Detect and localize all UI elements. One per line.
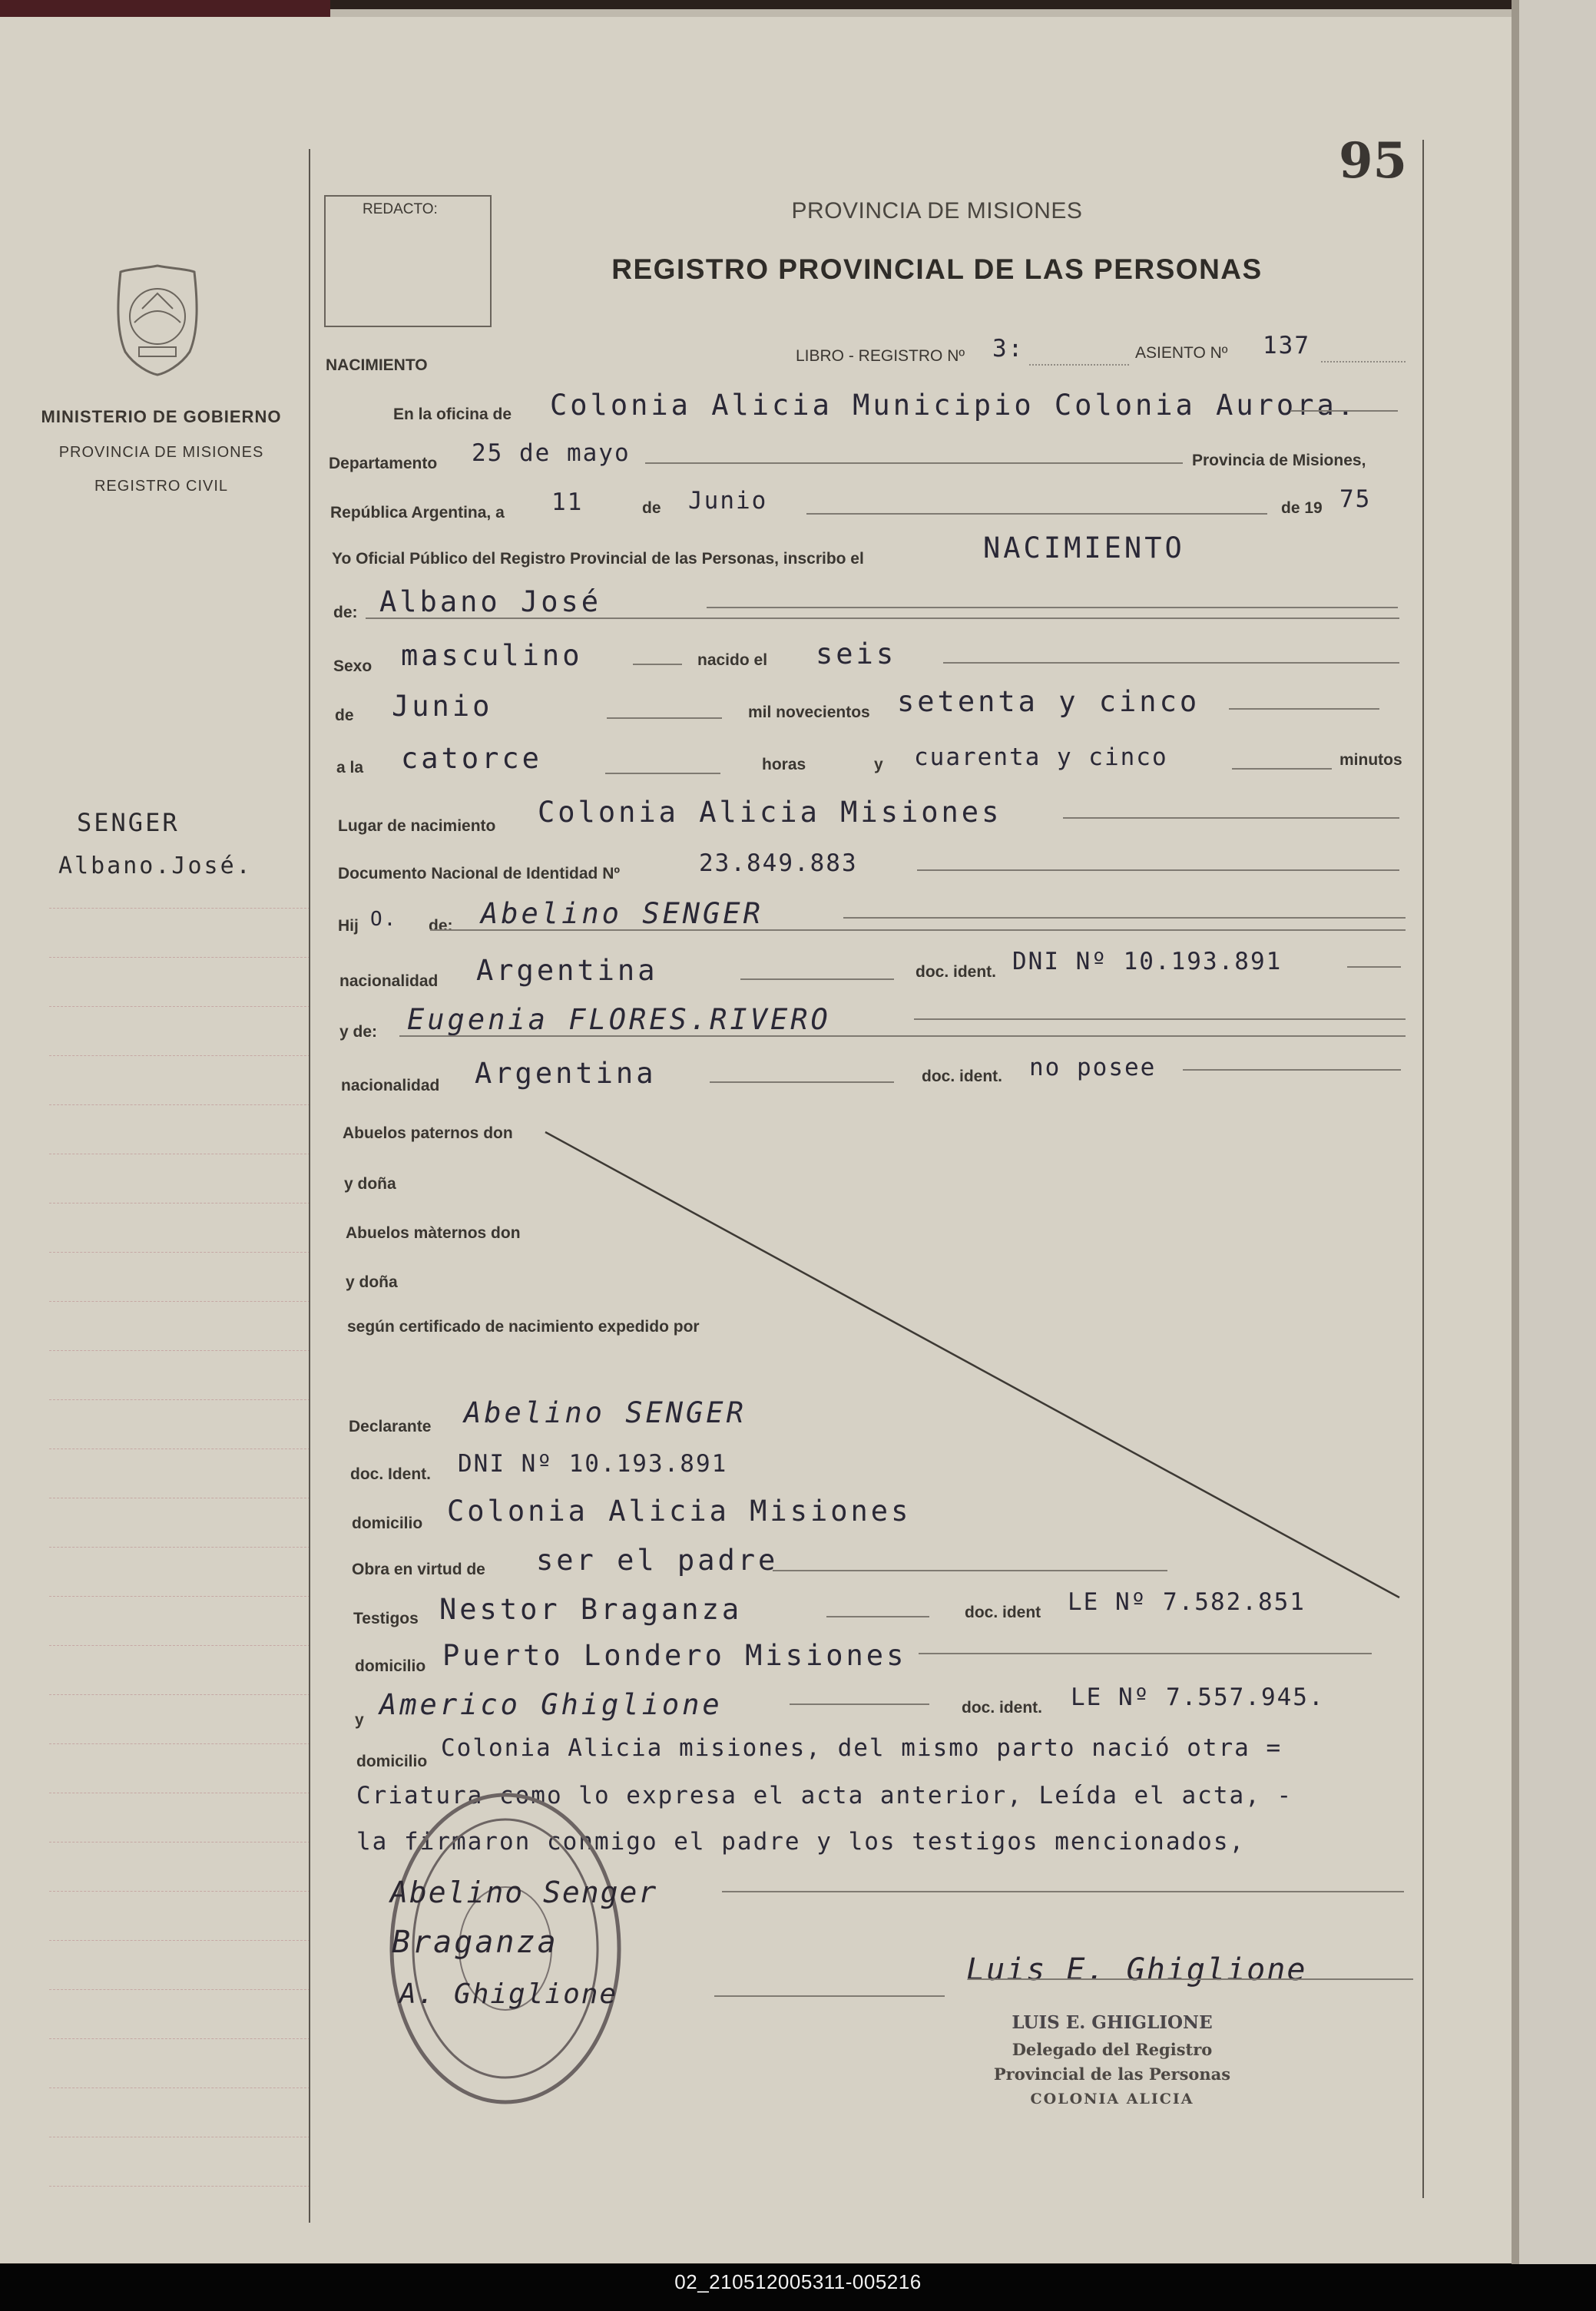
- hijo-suffix: O.: [370, 908, 398, 931]
- inscribo-value: NACIMIENTO: [983, 531, 1185, 565]
- provincia-label: Provincia de Misiones,: [1192, 452, 1366, 469]
- nacionalidad-madre-value: Argentina: [475, 1057, 657, 1090]
- mil-label: mil novecientos: [748, 704, 870, 721]
- dni-label: Documento Nacional de Identidad Nº: [338, 865, 621, 882]
- madre-label: y de:: [339, 1023, 378, 1041]
- domicilio1-label: domicilio: [355, 1657, 426, 1675]
- y2-label: y: [355, 1711, 364, 1729]
- minutos-value: cuarenta y cinco: [914, 743, 1168, 771]
- nota-line2: Criatura como lo expresa el acta anterior, Leída el acta, -: [356, 1782, 1293, 1809]
- margin-given-names: Albano.José.: [58, 853, 253, 879]
- testigos-label: Testigos: [353, 1610, 419, 1627]
- ministry-title: MINISTERIO DE GOBIERNO: [41, 407, 282, 426]
- domicilio1-value: Puerto Londero Misiones: [442, 1639, 907, 1672]
- abuela-materna-label: y doña: [346, 1273, 398, 1291]
- inscribo-label: Yo Oficial Público del Registro Provincial de las Personas, inscribo el: [332, 550, 864, 568]
- libro-label: LIBRO - REGISTRO Nº: [796, 347, 965, 365]
- sexo-value: masculino: [401, 639, 583, 672]
- official-name: LUIS E. GHIGLIONE: [1012, 2012, 1213, 2033]
- nombre-label: de:: [333, 604, 358, 621]
- nacionalidad-padre-label: nacionalidad: [339, 972, 439, 990]
- republica-label: República Argentina, a: [330, 504, 505, 521]
- year-suffix: 75: [1339, 485, 1372, 513]
- declarante-value: Abelino SENGER: [464, 1396, 747, 1429]
- padre-label: de:: [429, 917, 453, 935]
- abuelos-paternos-label: Abuelos paternos don: [343, 1124, 513, 1142]
- nacionalidad-madre-label: nacionalidad: [341, 1077, 440, 1094]
- departamento-label: Departamento: [329, 455, 438, 472]
- doc-declarante-label: doc. Ident.: [350, 1465, 431, 1483]
- testigo1-value: Nestor Braganza: [439, 1593, 743, 1626]
- record-type-label: NACIMIENTO: [326, 356, 428, 374]
- doc-madre-label: doc. ident.: [922, 1068, 1002, 1085]
- mes-value: Junio: [688, 487, 768, 515]
- province-heading: PROVINCIA DE MISIONES: [791, 198, 1083, 223]
- de2-label: de: [335, 707, 354, 724]
- signature-testigo2: A. Ghiglione: [399, 1978, 618, 2010]
- asiento-label: ASIENTO Nº: [1135, 344, 1228, 362]
- testigo1-doc-value: LE Nº 7.582.851: [1068, 1588, 1306, 1616]
- horas-label: horas: [762, 756, 806, 773]
- ministry-province: PROVINCIA DE MISIONES: [58, 444, 264, 461]
- ala-label: a la: [336, 759, 364, 776]
- official-title-2: Provincial de las Personas: [993, 2064, 1231, 2084]
- domicilio2-value: Colonia Alicia misiones, del mismo parto nació otra =: [441, 1734, 1283, 1762]
- hora-value: catorce: [401, 742, 542, 775]
- dia-value: 11: [551, 488, 584, 516]
- testigo2-doc-label: doc. ident.: [962, 1699, 1042, 1717]
- domicilio2-label: domicilio: [356, 1753, 428, 1770]
- oficina-value: Colonia Alicia Municipio Colonia Aurora.: [550, 389, 1358, 422]
- mes2-value: Junio: [392, 690, 493, 723]
- ministry-office: REGISTRO CIVIL: [94, 478, 229, 495]
- anio-value: setenta y cinco: [897, 685, 1200, 718]
- declarante-label: Declarante: [349, 1418, 432, 1435]
- minutos-label: minutos: [1339, 751, 1402, 769]
- image-id: 02_210512005311-005216: [674, 2270, 922, 2293]
- abuelos-maternos-label: Abuelos màternos don: [346, 1224, 521, 1242]
- dni-value: 23.849.883: [699, 849, 858, 877]
- image-footer: [0, 2264, 1596, 2311]
- obra-label: Obra en virtud de: [352, 1561, 485, 1578]
- hijo-label: Hij: [338, 917, 359, 935]
- asiento-value: 137: [1263, 332, 1310, 359]
- abuela-paterna-label: y doña: [344, 1175, 396, 1193]
- padre-value: Abelino SENGER: [481, 897, 763, 930]
- libro-value: 3:: [992, 335, 1025, 363]
- adjacent-page: [1512, 0, 1596, 2273]
- nota-line3: la firmaron conmigo el padre y los testigos mencionados,: [356, 1828, 1246, 1856]
- page-number: 95: [1338, 132, 1407, 190]
- certificado-label: según certificado de nacimiento expedido por: [347, 1318, 700, 1336]
- testigo1-doc-label: doc. ident: [965, 1604, 1041, 1621]
- lugar-label: Lugar de nacimiento: [338, 817, 496, 835]
- official-title-3: COLONIA ALICIA: [1030, 2091, 1194, 2107]
- obra-value: ser el padre: [536, 1544, 779, 1577]
- signature-testigo1: Braganza: [392, 1925, 558, 1960]
- signature-padre: Abelino Senger: [390, 1876, 658, 1909]
- doc-declarante-value: DNI Nº 10.193.891: [458, 1450, 728, 1478]
- doc-padre-label: doc. ident.: [916, 963, 996, 981]
- redacto-label: REDACTO:: [363, 201, 438, 217]
- de-label: de: [642, 499, 661, 517]
- year-prefix: de 19: [1281, 499, 1323, 517]
- doc-madre-value: no posee: [1029, 1054, 1157, 1081]
- testigo2-value: Americo Ghiglione: [379, 1688, 723, 1721]
- sexo-label: Sexo: [333, 657, 373, 675]
- lugar-value: Colonia Alicia Misiones: [538, 796, 1002, 829]
- doc-padre-value: DNI Nº 10.193.891: [1012, 948, 1283, 975]
- madre-value: Eugenia FLORES.RIVERO: [407, 1003, 831, 1036]
- testigo2-doc-value: LE Nº 7.557.945.: [1071, 1684, 1325, 1711]
- nombre-value: Albano José: [379, 585, 602, 618]
- oficina-label: En la oficina de: [393, 406, 512, 423]
- departamento-value: 25 de mayo: [472, 439, 631, 467]
- nacionalidad-padre-value: Argentina: [476, 954, 658, 987]
- domicilio-declarante-label: domicilio: [352, 1515, 423, 1532]
- void-diagonal-line: [0, 17, 1512, 2263]
- official-title-1: Delegado del Registro: [1012, 2040, 1213, 2059]
- domicilio-declarante-value: Colonia Alicia Misiones: [447, 1495, 912, 1528]
- registry-heading: REGISTRO PROVINCIAL DE LAS PERSONAS: [611, 253, 1263, 285]
- document-page: [0, 17, 1512, 2263]
- nacido-label: nacido el: [697, 651, 768, 669]
- signature-official: Luis E. Ghiglione: [966, 1952, 1307, 1988]
- margin-surname: SENGER: [77, 808, 180, 837]
- nacido-value: seis: [816, 637, 897, 670]
- y-label: y: [874, 756, 883, 773]
